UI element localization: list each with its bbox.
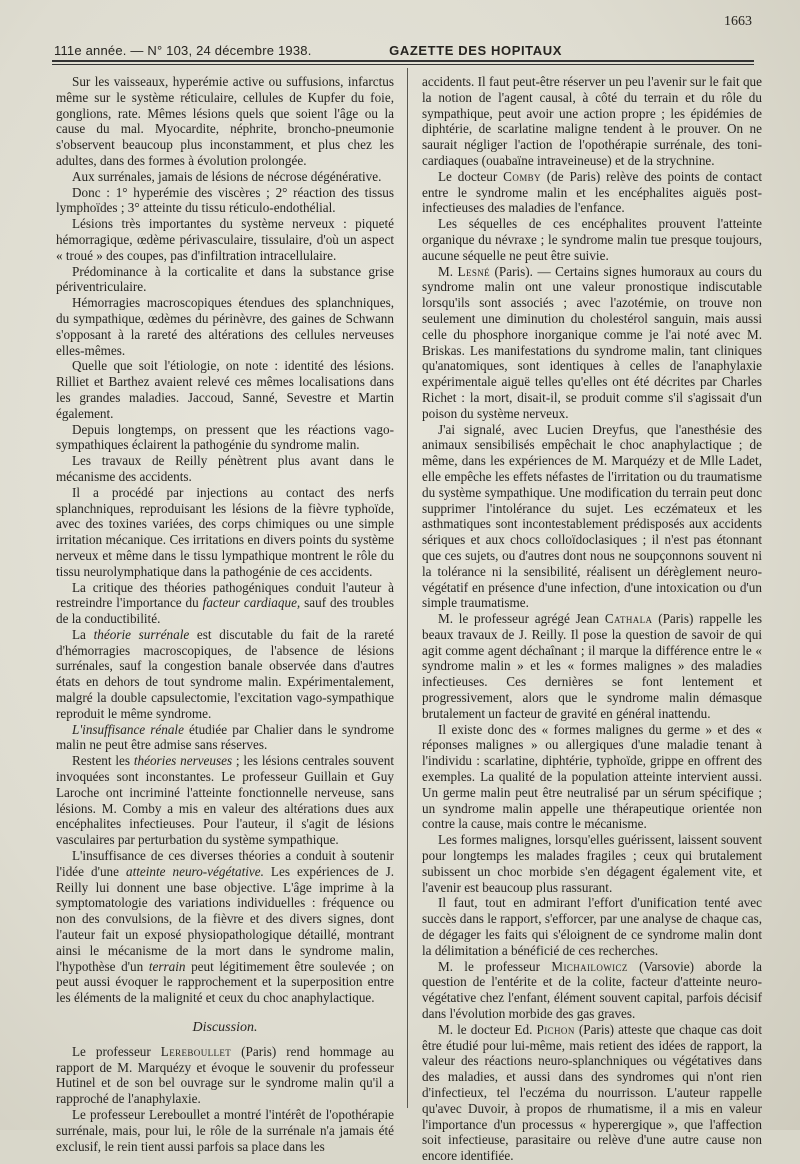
emphasis: théorie surrénale <box>93 626 190 642</box>
text-run: sauf des troubles de la conductibilité. <box>56 595 394 627</box>
text-run: (Varsovie) aborde la question de l'entérite et de la colite, facteur d'atteinte neuro-végétative chez l'enfant, élément souvent capital, parfois décisif dans l'évolution morbide des gas graves. <box>422 958 762 1022</box>
paragraph: Sur les vaisseaux, hyperémie active ou suffusions, infarctus même sur le système réticulaire, cellules de Kupfer du foie, gonglions, rate. Mêmes lésions quels que soient l'âge ou la cause du mal. Myocardite, néphrite, broncho-pneumonie s'observent beaucoup plus inconstamment, et plus chez les adultes, dans des formes à évolution prolongée. <box>56 74 394 168</box>
text-run: La <box>72 626 94 642</box>
paragraph <box>422 1022 762 1164</box>
paragraph: Les travaux de Reilly pénètrent plus avant dans le mécanisme des accidents. <box>56 453 394 484</box>
speaker-name: Michailowicz <box>551 958 628 974</box>
emphasis: théories nerveuses <box>133 753 233 769</box>
speaker-name: Cathala <box>604 611 653 627</box>
page-number: 1663 <box>724 14 752 29</box>
speaker-name: Lereboullet <box>160 1043 232 1059</box>
text-run: M. le docteur Ed. <box>438 1021 537 1037</box>
text-run: M. le professeur agrégé Jean <box>438 611 605 627</box>
speaker-name: Lesné <box>457 263 491 279</box>
paragraph: Les formes malignes, lorsqu'elles guérissent, laissent souvent pour longtemps les malades fragiles ; ceux qui brutalement subissent un choc morbide s'en dégagent également vite, et l'avenir est beaucoup plus rassurant. <box>422 832 762 895</box>
paragraph: Le professeur Lereboullet a montré l'intérêt de l'opothérapie surrénale, mais, pour lui, le rôle de la surrénale n'a jamais été exclusif, le rein tient aussi parfois sa place dans les <box>56 1107 394 1154</box>
text-run: peut légitimement être soulevée ; on peut aussi évoquer le rapprochement et la superposition entre les éléments de la malignité et ceux du choc anaphylactique. <box>56 958 395 1006</box>
text-run: est discutable du fait de la rareté d'hémorragies macroscopiques, de l'absence de lésions surrénales, sauf la congestion banale observée dans d'autres états en dehors de tout syndrome malin. Expérimentalement, malgré la double capsulectomie, l'excitation vago-sympathique reproduit le même syndrome. <box>56 626 394 721</box>
paragraph: Prédominance à la corticalite et dans la substance grise périventriculaire. <box>56 263 394 295</box>
text-run: (Paris) rappelle les beaux travaux de J. Reilly. Il pose la question de savoir de qui agit comme agent déchaînant ; il marque la différence entre le « syndrome malin » et les « formes malignes » des maladies infectieuses. Ces dernières se font lentement et progressivement, alors que le syndrome malin démasque brutalement un facteur de gravité en général inattendu. <box>422 611 762 721</box>
text-run: Le professeur <box>72 1043 161 1059</box>
column-divider <box>407 68 408 1108</box>
text-run: L'insuffisance de ces diverses théories a conduit à soutenir l'idée d'une <box>56 848 394 879</box>
paragraph: Donc : 1° hyperémie des viscères ; 2° réaction des tissus lymphoïdes ; 3° atteinte du tissu réticulo-endothélial. <box>56 184 394 216</box>
text-run: Le docteur <box>438 168 504 184</box>
text-run: (de Paris) relève des points de contact entre le syndrome malin et les encéphalites aiguës post-infectieuses des maladies de l'enfance. <box>422 168 763 216</box>
paragraph: Aux surrénales, jamais de lésions de nécrose dégénérative. <box>72 168 382 184</box>
text-run: (Paris). — Certains signes humoraux au cours du syndrome malin ont une valeur pronostique indiscutable lorsqu'ils sont associés ; avec l'azotémie, on trouve non seulement une diminution du cholestérol sanguin, mais aussi celle du phosphore inorganique comme je l'ai noté avec M. Briskas. Les manifestations du syndrome malin, tant cliniques qu'anatomiques, sont identiques à celles de l'anaphylaxie expérimentale aiguë telles qu'elles ont été décrites par Charles Richet : la mort, disait-il, se produit comme s'il s'agissait d'un poison du système nerveux. <box>422 263 762 421</box>
emphasis: L'insuffisance rénale <box>72 721 184 737</box>
paragraph: Lésions très importantes du système nerveux : piqueté hémorragique, œdème périvasculaire, tissulaire, d'où un aspect « troué » des coupes, pas d'infiltration intracellulaire. <box>56 216 394 263</box>
journal-title: GAZETTE DES HOPITAUX <box>389 43 562 58</box>
text-run: (Paris) rend hommage au rapport de M. Marquézy et évoque le souvenir du professeur Hutinel et de son bel ouvrage sur le syndrome malin qu'il a rapproché de l'anaphylaxie. <box>56 1043 394 1107</box>
paragraph <box>422 611 762 722</box>
emphasis: atteinte neuro-végétative. <box>125 863 264 879</box>
paragraph <box>422 959 762 1022</box>
text-run: M. <box>438 263 458 279</box>
paragraph <box>56 580 394 627</box>
paragraph: accidents. Il faut peut-être réserver un peu l'avenir sur le fait que la notion de l'agent causal, à côté du terrain et du rôle du sympathique, peut avoir une action propre ; les épidémies de diphtérie, de scarlatine maligne tendent à le prouver. On ne saurait négliger l'action de l'opothérapie surrénale, des toni-cardiaques (ouabaïne intraveineuse) et de la strychnine. <box>422 74 762 168</box>
header-rule <box>52 60 754 65</box>
text-run: ; les lésions centrales souvent invoquées sont inconstantes. Le professeur Guillain et Guy Laroche ont incriminé l'atteinte fonctionnelle nerveuse, sans lésions. M. Comby a mis en valeur des altérations dues aux encéphalites infectieuses. Pour l'auteur, il s'agit de lésions vasculaires par perturbation du système sympathique. <box>56 753 394 848</box>
text-run: étudiée par Chalier dans le syndrome malin ne peut être admise sans réserves. <box>56 721 394 753</box>
paragraph <box>56 1044 394 1107</box>
text-run: Restent les <box>72 753 134 769</box>
paragraph: Il existe donc des « formes malignes du germe » et des « réponses malignes » ou allergiques d'une maladie tenant à l'individu : scarlatine, diphtérie, typhoïde, grippe en offrent des exemples. La qualité de la population atteinte intervient aussi. Un germe malin peut être neutralisé par un sérum spécifique ; un syndrome malin appelle une thérapeutique orientée non contre la cause, mais contre le mécanisme. <box>422 721 762 832</box>
running-head <box>54 32 752 58</box>
speaker-name: Pichon <box>536 1021 575 1037</box>
section-heading-discussion: Discussion. <box>192 1020 258 1036</box>
paragraph: Hémorragies macroscopiques étendues des splanchniques, du sympathique, œdèmes du périnèvre, des gaines de Schwann s'opposant à la rareté des altérations des cellules nerveuses elles-mêmes. <box>56 295 394 358</box>
paragraph <box>56 627 394 722</box>
paragraph: J'ai signalé, avec Lucien Dreyfus, que l'anesthésie des animaux sensibilisés empêchait le choc anaphylactique ; de même, dans les expériences de M. Marquézy et de Mlle Ladet, elle empêche les effets néfastes de l'irritation ou du traumatisme du système sympathique. Une modification du terrain peut donc supprimer l'intolérance du sujet. Les eczémateux et les asthmatiques sont incontestablement prédisposés aux accidents sériques et aux chocs colloïdoclasiques ; il n'est pas étonnant que ces sujets, ou d'autres dont nous ne soupçonnons souvent ni la tolérance ni la sensibilité, réalisent un dérèglement neuro-végétatif en présence d'une infection, d'une intoxication ou d'un simple traumatisme. <box>422 421 762 611</box>
paragraph <box>422 169 762 216</box>
paragraph <box>56 722 394 754</box>
text-run: M. le professeur <box>438 958 552 974</box>
paragraph: Quelle que soit l'étiologie, on note : identité des lésions. Rilliet et Barthez avaient relevé ces mêmes localisations dans les grandes maladies. Jaccoud, Sanné, Sevestre et Martin également. <box>56 358 394 421</box>
paragraph <box>56 848 394 1006</box>
emphasis: terrain <box>148 958 186 974</box>
paragraph: Il faut, tout en admirant l'effort d'unification tenté avec succès dans le rapport, s'efforcer, par une analyse de chaque cas, de dégager les faits qui s'éloignent de ce syndrome malin dont la délimitation a bénéficié de ces recherches. <box>422 895 762 958</box>
paragraph <box>422 264 762 422</box>
right-column <box>422 74 762 1164</box>
emphasis: facteur cardiaque, <box>202 595 301 611</box>
paragraph <box>56 753 394 848</box>
text-run: La critique des théories pathogéniques conduit l'auteur à restreindre l'importance du <box>56 579 394 611</box>
issue-line: 111e année. — N° 103, 24 décembre 1938. <box>54 43 312 58</box>
paragraph: Les séquelles de ces encéphalites prouvent l'atteinte organique du névraxe ; le syndrome malin tue presque toujours, aucune séquelle ne peut être suivie. <box>422 216 762 263</box>
paragraph: Il a procédé par injections au contact des nerfs splanchniques, reproduisant les lésions de la fièvre typhoïde, avec des toxines variées, des corps chimiques ou une simple irritation mécanique. Ces irritations en divers points du système nerveux et même dans le tissu lympathique montrent le rôle du tissu neurolymphatique dans la pathogénie de ces accidents. <box>56 484 394 579</box>
text-run: (Paris) atteste que chaque cas doit être étudié pour lui-même, mais retient des idées de rapport, la valeur des réactions neuro-splanchniques ou végétatives dans des maladies, et aussi dans des syndromes qui n'ont rien d'infectieux, tel l'eczéma du nourrisson. L'auteur rappelle qu'avec Duvoir, à propos de rhumatisme, il a mis en valeur l'importance d'un processus « hyperergique », que l'affection soit infectieuse, parasitaire ou relève d'une autre cause non encore identifiée. <box>422 1021 763 1164</box>
speaker-name: Comby <box>503 168 541 184</box>
text-run: Les expériences de J. Reilly lui donnent une base objective. L'âge imprime à la symptomatologie des variations individuelles : fréquence ou non des convulsions, de la fièvre et des divers signes, dont l'auteur fait un exposé physiopathologique détaillé, montrant ainsi le mécanisme de la mort dans le syndrome malin, l'hypothèse d'un <box>56 863 395 974</box>
paragraph: Depuis longtemps, on pressent que les réactions vago-sympathiques éclairent la pathogénie du syndrome malin. <box>56 421 394 453</box>
left-column <box>56 74 394 1154</box>
